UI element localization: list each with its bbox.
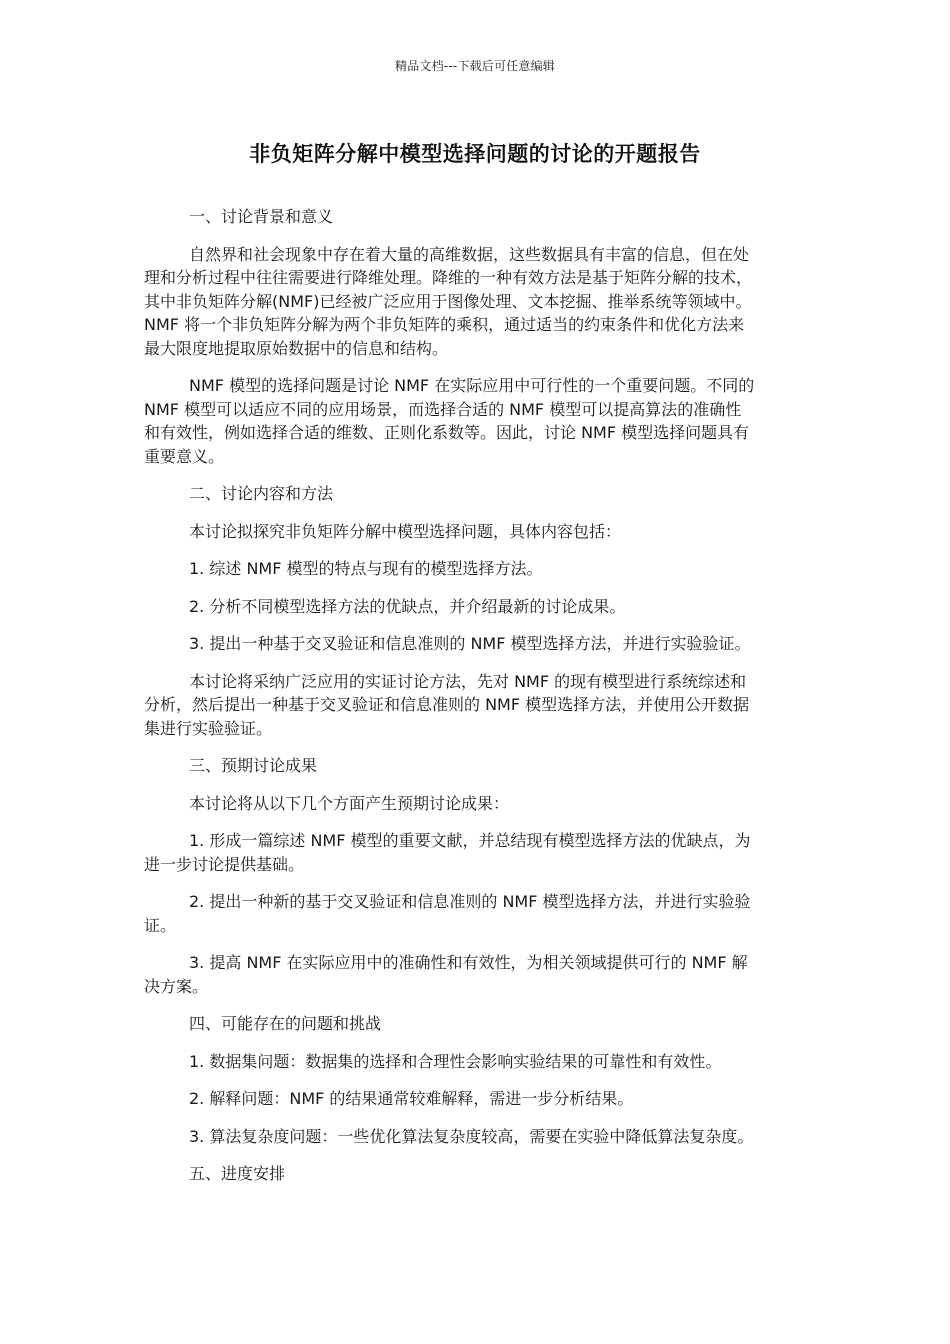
text-line: 3. 提出一种基于交叉验证和信息准则的 NMF 模型选择方法，并进行实验验证。 [189, 634, 751, 653]
text-line: 二、讨论内容和方法 [189, 484, 334, 503]
text-line: 重要意义。 [144, 446, 225, 466]
text-line: 和有效性，例如选择合适的维数、正则化系数等。因此，讨论 NMF 模型选择问题具有 [144, 423, 750, 442]
text-line: NMF 模型可以适应不同的应用场景，而选择合适的 NMF 模型可以提高算法的准确性 [144, 399, 742, 419]
paragraph [144, 1050, 806, 1074]
section-heading [144, 1162, 806, 1186]
paragraph [144, 595, 806, 619]
paragraph [144, 520, 806, 544]
text-line: 进一步讨论提供基础。 [144, 854, 305, 874]
text-line: 自然界和社会现象中存在着大量的高维数据，这些数据具有丰富的信息，但在处 [189, 244, 750, 264]
section-heading [144, 205, 806, 229]
paragraph [144, 670, 806, 741]
text-line: 最大限度地提取原始数据中的信息和结构。 [144, 338, 449, 358]
paragraph [144, 1087, 806, 1111]
paragraph [144, 632, 806, 656]
text-line: 1. 数据集问题：数据集的选择和合理性会影响实验结果的可靠性和有效性。 [189, 1051, 722, 1071]
text-line: 其中非负矩阵分解(NMF)已经被广泛应用于图像处理、文本挖掘、推举系统等领域中。 [144, 291, 752, 311]
text-line: 四、可能存在的问题和挑战 [189, 1014, 382, 1033]
text-line: 2. 提出一种新的基于交叉验证和信息准则的 NMF 模型选择方法，并进行实验验 [189, 892, 751, 911]
text-line: 1. 形成一篇综述 NMF 模型的重要文献，并总结现有模型选择方法的优缺点，为 [189, 831, 751, 850]
text-line: 五、进度安排 [189, 1164, 286, 1183]
text-line: 集进行实验验证。 [144, 718, 273, 738]
paragraph [144, 792, 806, 816]
paragraph [144, 890, 806, 937]
text-line: 2. 解释问题：NMF 的结果通常较难解释，需进一步分析结果。 [189, 1089, 634, 1108]
section-heading [144, 1012, 806, 1036]
text-line: 3. 提高 NMF 在实际应用中的准确性和有效性，为相关领域提供可行的 NMF 解 [189, 953, 748, 972]
paragraph [144, 1125, 806, 1149]
section-heading [144, 482, 806, 506]
text-line: 2. 分析不同模型选择方法的优缺点，并介绍最新的讨论成果。 [189, 596, 626, 616]
text-line: 本讨论将采纳广泛应用的实证讨论方法，先对 NMF 的现有模型进行系统综述和 [189, 671, 747, 691]
text-line: NMF 模型的选择问题是讨论 NMF 在实际应用中可行性的一个重要问题。不同的 [189, 376, 755, 395]
paragraph [144, 951, 806, 998]
paragraph [144, 374, 806, 468]
paragraph [144, 557, 806, 581]
section-heading [144, 754, 806, 778]
text-line: 证。 [144, 915, 177, 935]
text-line: NMF 将一个非负矩阵分解为两个非负矩阵的乘积，通过适当的约束条件和优化方法来 [144, 315, 745, 334]
text-line: 一、讨论背景和意义 [189, 207, 334, 226]
paragraph [144, 829, 806, 876]
text-line: 理和分析过程中往往需要进行降维处理。降维的一种有效方法是基于矩阵分解的技术， [144, 268, 753, 287]
text-line: 三、预期讨论成果 [189, 756, 318, 775]
text-line: 决方案。 [144, 976, 209, 996]
page-header: 精品文档---下载后可任意编辑 [395, 59, 555, 73]
text-line: 本讨论将从以下几个方面产生预期讨论成果： [189, 793, 510, 813]
text-line: 3. 算法复杂度问题：一些优化算法复杂度较高，需要在实验中降低算法复杂度。 [189, 1126, 754, 1146]
text-line: 1. 综述 NMF 模型的特点与现有的模型选择方法。 [189, 559, 543, 578]
paragraph [144, 243, 806, 361]
text-line: 分析，然后提出一种基于交叉验证和信息准则的 NMF 模型选择方法，并使用公开数据 [144, 695, 750, 714]
document-body [144, 205, 806, 1200]
document-title: 非负矩阵分解中模型选择问题的讨论的开题报告 [249, 142, 701, 166]
text-line: 本讨论拟探究非负矩阵分解中模型选择问题，具体内容包括： [189, 521, 622, 541]
